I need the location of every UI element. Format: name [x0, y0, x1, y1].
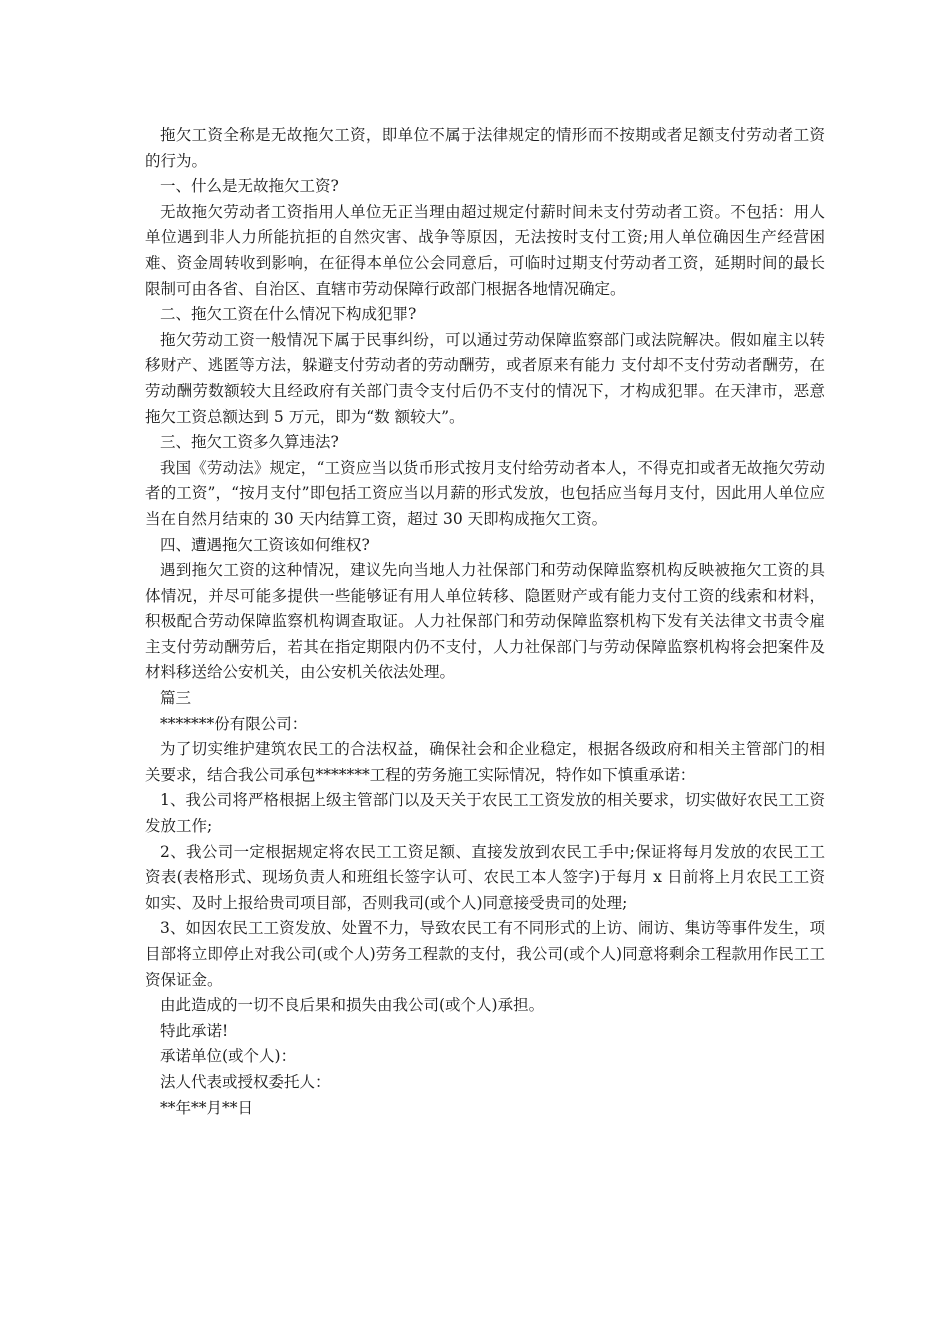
paragraph-1: 无故拖欠劳动者工资指用人单位无正当理由超过规定付薪时间未支付劳动者工资。不包括：用人单位遇到非人力所能抗拒的自然灾害、战争等原因，无法按时支付工资;用人单位确因生产经营困难、资金周转收到影响，在征得本单位公会同意后，可临时过期支付劳动者工资，延期时间的最长限制可由各省、自治区、直辖市劳动保障行政部门根据各地情况确定。: [145, 202, 825, 298]
heading-2: 二、拖欠工资在什么情况下构成犯罪?: [160, 305, 417, 324]
legal-representative: 法人代表或授权委托人：: [160, 1072, 331, 1091]
commitment-item-3: 3、如因农民工工资发放、处置不力，导致农民工有不同形式的上访、闹访、集访等事件发生，项目部将立即停止对我公司(或个人)劳务工程款的支付，我公司(或个人)同意将剩余工程款用作民工工资保证金。: [145, 919, 825, 989]
document-body: [145, 123, 825, 1121]
commitment-item-1: 1、我公司将严格根据上级主管部门以及天关于农民工工资发放的相关要求，切实做好农民工工资发放工作;: [145, 791, 825, 836]
closing-statement: 特此承诺!: [160, 1021, 229, 1040]
paragraph-4: 遇到拖欠工资的这种情况，建议先向当地人力社保部门和劳动保障监察机构反映被拖欠工资的具体情况，并尽可能多提供一些能够证有用人单位转移、隐匿财产或有能力支付工资的线索和材料，积极配合劳动保障监察机构调查取证。人力社保部门和劳动保障监察机构下发有关法律文书责令雇主支付劳动酬劳后，若其在指定期限内仍不支付，人力社保部门与劳动保障监察机构将会把案件及材料移送给公安机关，由公安机关依法处理。: [145, 561, 825, 682]
liability-statement: 由此造成的一切不良后果和损失由我公司(或个人)承担。: [160, 996, 545, 1015]
heading-4: 四、遭遇拖欠工资该如何维权?: [160, 535, 370, 554]
commitment-item-2: 2、我公司一定根据规定将农民工工资足额、直接发放到农民工手中;保证将每月发放的农民工工资表(表格形式、现场负责人和班组长签字认可、农民工本人签字)于每月 x 日前将上月农民工工资如实、及时上报给贵司项目部，否则我司(或个人)同意接受贵司的处理;: [145, 842, 825, 912]
signatory-unit: 承诺单位(或个人)：: [160, 1047, 297, 1066]
addressee: *******份有限公司：: [160, 714, 308, 733]
paragraph-3: 我国《劳动法》规定，“工资应当以货币形式按月支付给劳动者本人，不得克扣或者无故拖欠劳动者的工资”，“按月支付”即包括工资应当以月薪的形式发放，也包括应当每月支付，因此用人单位应当在自然月结束的 30 天内结算工资，超过 30 天即构成拖欠工资。: [145, 458, 825, 528]
section-title: 篇三: [160, 689, 192, 708]
commitment-intro: 为了切实维护建筑农民工的合法权益，确保社会和企业稳定，根据各级政府和相关主管部门的相关要求，结合我公司承包*******工程的劳务施工实际情况，特作如下慎重承诺：: [145, 740, 825, 784]
date-line: **年**月**日: [160, 1098, 254, 1117]
heading-3: 三、拖欠工资多久算违法?: [160, 433, 339, 452]
heading-1: 一、什么是无故拖欠工资?: [160, 177, 339, 196]
paragraph-2: 拖欠劳动工资一般情况下属于民事纠纷，可以通过劳动保障监察部门或法院解决。假如雇主以转移财产、逃匿等方法，躲避支付劳动者的劳动酬劳，或者原来有能力 支付却不支付劳动者酬劳，在劳动酬劳数额较大且经政府有关部门责令支付后仍不支付的情况下，才构成犯罪。在天津市，恶意拖欠工资总额达到 5 万元，即为“数 额较大”。: [145, 330, 825, 426]
intro-paragraph: 拖欠工资全称是无故拖欠工资，即单位不属于法律规定的情形而不按期或者足额支付劳动者工资的行为。: [145, 126, 825, 170]
